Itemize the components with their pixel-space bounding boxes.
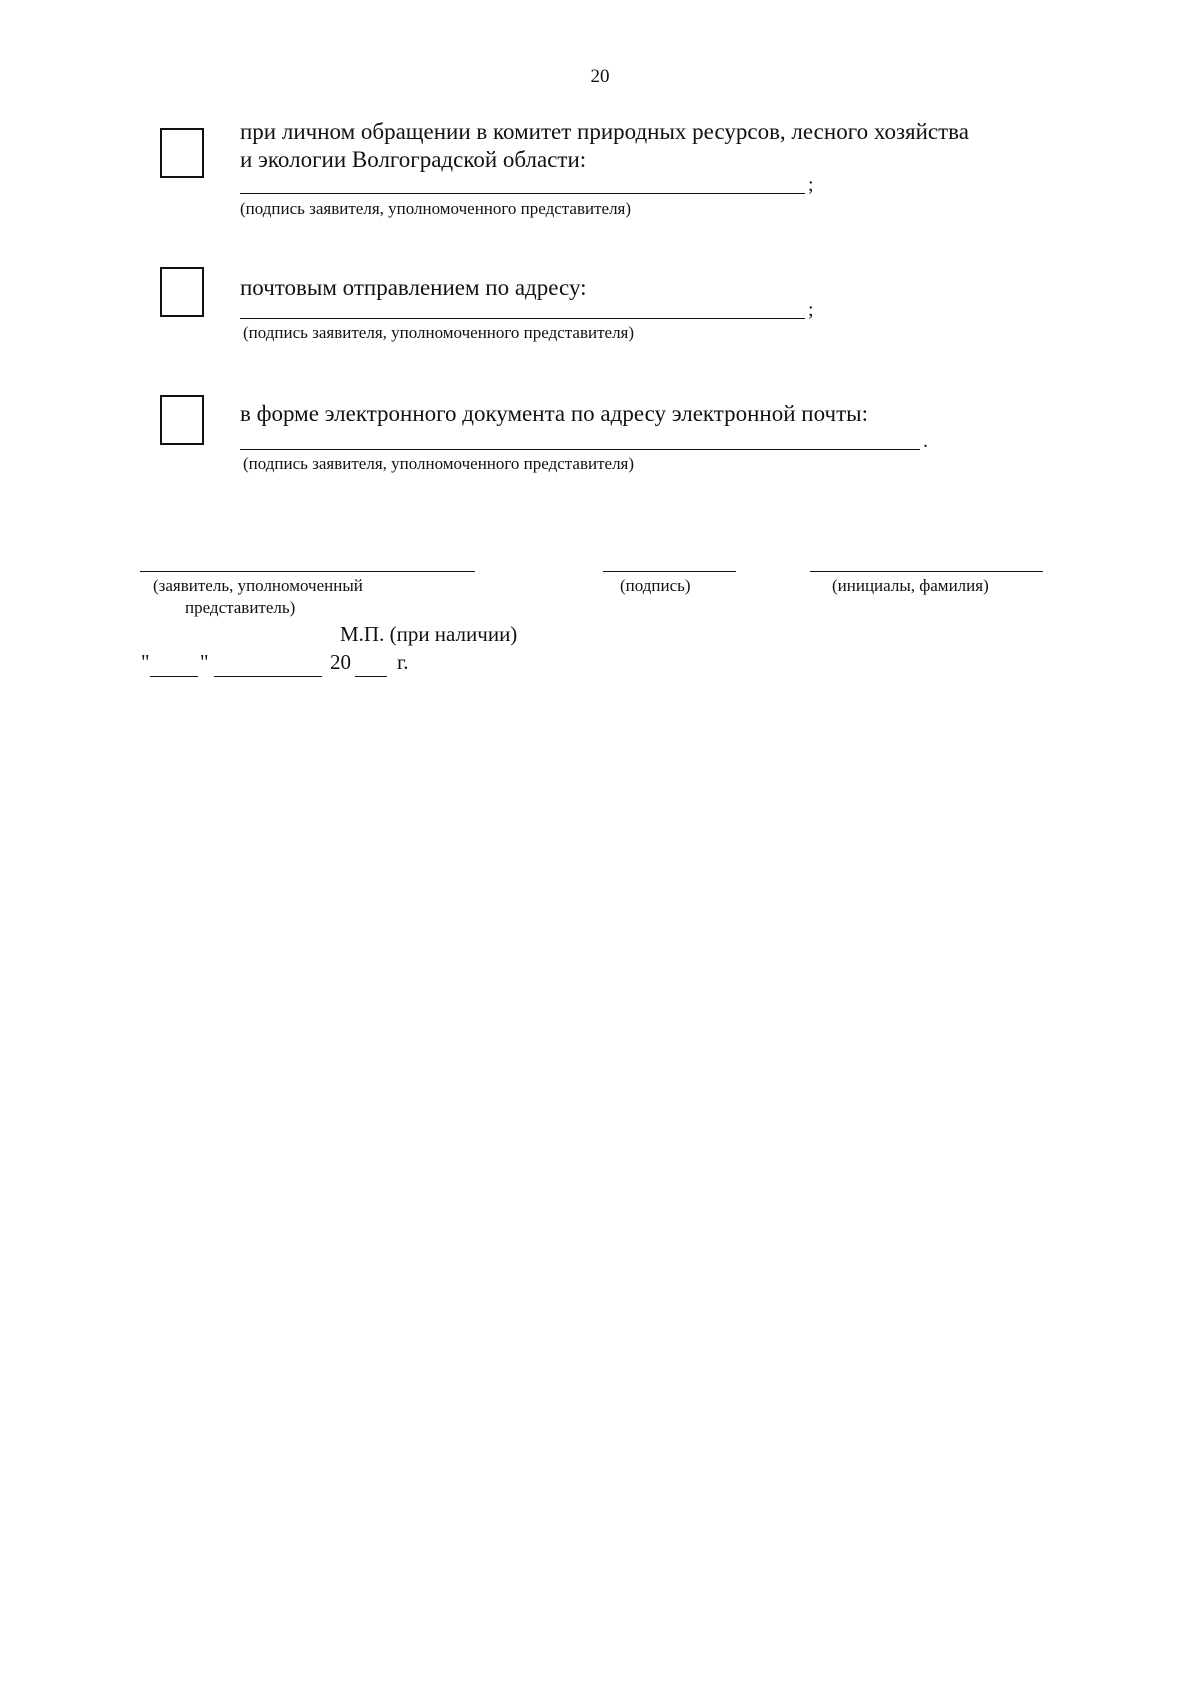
stamp-label: М.П. (при наличии) [340,622,518,646]
date-year-field[interactable] [355,676,387,677]
option-postal-end-punct: ; [808,299,814,321]
signature-caption: (подпись) [620,576,691,595]
option-postal-label: почтовым отправлением по адресу: [240,275,587,300]
option-personal-visit-signature-hint: (подпись заявителя, уполномоченного представителя) [240,199,632,218]
page-number: 20 [590,66,610,87]
option-postal-signature-line[interactable] [240,318,805,319]
signature-line[interactable] [603,571,736,572]
date-year-suffix: г. [397,650,409,674]
date-quote-open: " [141,650,150,674]
option-electronic-label: в форме электронного документа по адресу электронной почты: [240,401,868,426]
option-postal-checkbox[interactable] [160,267,204,317]
date-quote-close: " [200,650,209,674]
option-postal-signature-hint: (подпись заявителя, уполномоченного представителя) [243,323,635,342]
date-year-prefix: 20 [330,650,351,674]
option-electronic-checkbox[interactable] [160,395,204,445]
date-day-field[interactable] [150,676,198,677]
option-personal-visit-label-line2: и экологии Волгоградской области: [240,147,587,172]
applicant-line[interactable] [140,571,475,572]
name-line[interactable] [810,571,1043,572]
applicant-caption-line2: представитель) [185,598,296,617]
option-personal-visit-signature-line[interactable] [240,193,805,194]
date-month-field[interactable] [214,676,322,677]
option-electronic-end-punct: . [923,430,928,452]
name-caption: (инициалы, фамилия) [832,576,989,595]
option-electronic-signature-hint: (подпись заявителя, уполномоченного представителя) [243,454,635,473]
applicant-caption-line1: (заявитель, уполномоченный [153,576,363,595]
option-electronic-signature-line[interactable] [240,449,920,450]
option-personal-visit-end-punct: ; [808,174,814,196]
option-personal-visit-label-line1: при личном обращении в комитет природных ресурсов, лесного хозяйства [240,119,969,144]
option-personal-visit-checkbox[interactable] [160,128,204,178]
